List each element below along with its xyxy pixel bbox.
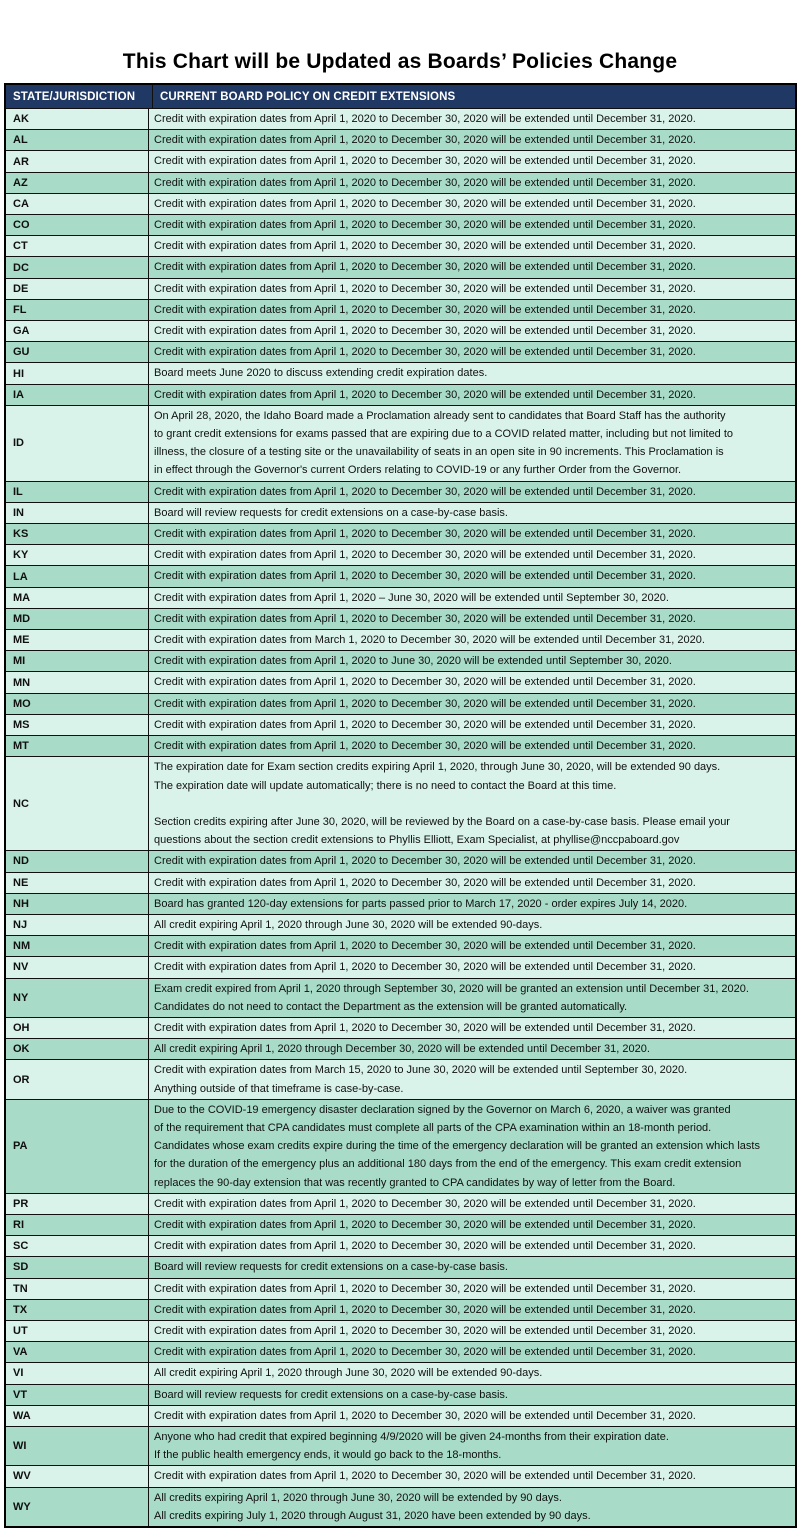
policy-line: Credit with expiration dates from April 1, 2020 to December 30, 2020 will be extended until December 31, 2020. bbox=[154, 176, 696, 189]
policy-line: to grant credit extensions for exams passed that are expiring due to a COVID related matter, including but not limited to bbox=[154, 428, 734, 441]
policy-line: Credit with expiration dates from April 1, 2020 to December 30, 2020 will be extended until December 31, 2020. bbox=[154, 282, 696, 295]
policy-line: Credit with expiration dates from April 1, 2020 to December 30, 2020 will be extended until December 31, 2020. bbox=[154, 197, 696, 210]
table-row bbox=[6, 693, 795, 714]
policy-cell bbox=[149, 1342, 795, 1362]
state-cell: IL bbox=[6, 482, 149, 502]
policy-line: Board will review requests for credit extensions on a case-by-case basis. bbox=[154, 1388, 508, 1401]
state-cell: UT bbox=[6, 1321, 149, 1341]
table-row bbox=[6, 299, 795, 320]
policy-line: Anything outside of that timeframe is case-by-case. bbox=[154, 1082, 404, 1095]
state-cell: VT bbox=[6, 1385, 149, 1405]
policy-cell bbox=[149, 588, 795, 608]
table-row bbox=[6, 1256, 795, 1277]
state-cell: WY bbox=[6, 1488, 149, 1526]
policy-line: Credit with expiration dates from April 1, 2020 to December 30, 2020 will be extended until December 31, 2020. bbox=[154, 1470, 696, 1483]
table-row bbox=[6, 129, 795, 150]
policy-cell bbox=[149, 651, 795, 671]
policy-line: Credit with expiration dates from April 1, 2020 to December 30, 2020 will be extended until December 31, 2020. bbox=[154, 388, 696, 401]
table-row bbox=[6, 1099, 795, 1193]
state-cell: NJ bbox=[6, 915, 149, 935]
page bbox=[0, 50, 800, 1528]
policy-line: Credit with expiration dates from April 1, 2020 to December 30, 2020 will be extended until December 31, 2020. bbox=[154, 1282, 696, 1295]
table-row bbox=[6, 756, 795, 850]
policy-line: Anyone who had credit that expired beginning 4/9/2020 will be given 24-months from their expiration date. bbox=[154, 1430, 669, 1443]
table-row bbox=[6, 1235, 795, 1256]
policy-cell bbox=[149, 1236, 795, 1256]
state-cell: MO bbox=[6, 694, 149, 714]
policy-line: All credit expiring April 1, 2020 through June 30, 2020 will be extended 90-days. bbox=[154, 918, 543, 931]
policy-cell bbox=[149, 545, 795, 565]
policy-cell bbox=[149, 406, 795, 481]
state-cell: RI bbox=[6, 1215, 149, 1235]
policy-line: Board has granted 120-day extensions for parts passed prior to March 17, 2020 - order expires July 14, 2020. bbox=[154, 897, 688, 910]
policy-cell bbox=[149, 1215, 795, 1235]
state-cell: GU bbox=[6, 342, 149, 362]
policy-cell bbox=[149, 279, 795, 299]
state-cell: NV bbox=[6, 957, 149, 977]
table-row bbox=[6, 1405, 795, 1426]
policy-line: Credit with expiration dates from April 1, 2020 to December 30, 2020 will be extended until December 31, 2020. bbox=[154, 718, 696, 731]
table-row bbox=[6, 341, 795, 362]
policy-line: Candidates do not need to contact the Department as the extension will be granted automatically. bbox=[154, 1000, 628, 1013]
table-row bbox=[6, 172, 795, 193]
table-row bbox=[6, 278, 795, 299]
state-cell: OK bbox=[6, 1039, 149, 1059]
policy-cell bbox=[149, 957, 795, 977]
policy-line: illness, the closure of a testing site or the unavailability of seats in an open site in 90 increments. This Proclamation is bbox=[154, 446, 724, 459]
policy-cell bbox=[149, 694, 795, 714]
table-header-row bbox=[6, 85, 795, 108]
state-cell: SD bbox=[6, 1257, 149, 1277]
table-row bbox=[6, 214, 795, 235]
state-cell: MA bbox=[6, 588, 149, 608]
policy-cell bbox=[149, 1018, 795, 1038]
policy-cell bbox=[149, 321, 795, 341]
table-row bbox=[6, 256, 795, 277]
policy-line: All credits expiring July 1, 2020 through August 31, 2020 have been extended by 90 days. bbox=[154, 1509, 591, 1522]
policy-line: Credit with expiration dates from April 1, 2020 to December 30, 2020 will be extended until December 31, 2020. bbox=[154, 1021, 696, 1034]
state-cell: IA bbox=[6, 385, 149, 405]
policy-line: Credit with expiration dates from March 1, 2020 to December 30, 2020 will be extended until December 31, 2020. bbox=[154, 634, 705, 647]
table-row bbox=[6, 956, 795, 977]
policy-cell bbox=[149, 1488, 795, 1526]
state-cell: HI bbox=[6, 363, 149, 383]
state-cell: MN bbox=[6, 672, 149, 692]
table-row bbox=[6, 587, 795, 608]
policy-line: On April 28, 2020, the Idaho Board made a Proclamation already sent to candidates that Board Staff has the authority bbox=[154, 409, 726, 422]
state-cell: CO bbox=[6, 215, 149, 235]
policy-cell bbox=[149, 736, 795, 756]
policy-line: Credit with expiration dates from April 1, 2020 to December 30, 2020 will be extended until December 31, 2020. bbox=[154, 740, 696, 753]
state-cell: DE bbox=[6, 279, 149, 299]
policy-line: Credit with expiration dates from April 1, 2020 to December 30, 2020 will be extended until December 31, 2020. bbox=[154, 1346, 696, 1359]
state-cell: NC bbox=[6, 757, 149, 850]
state-cell: OH bbox=[6, 1018, 149, 1038]
table-row bbox=[6, 1320, 795, 1341]
table-row bbox=[6, 735, 795, 756]
state-cell: NH bbox=[6, 894, 149, 914]
policy-cell bbox=[149, 873, 795, 893]
table-row bbox=[6, 1299, 795, 1320]
state-cell: MT bbox=[6, 736, 149, 756]
policy-line: questions about the section credit extensions to Phyllis Elliott, Exam Specialist, at phyllise@nccpaboard.gov bbox=[154, 834, 680, 847]
policy-cell bbox=[149, 130, 795, 150]
policy-line: Credit with expiration dates from April 1, 2020 to December 30, 2020 will be extended until December 31, 2020. bbox=[154, 570, 696, 583]
policy-cell bbox=[149, 300, 795, 320]
state-cell: OR bbox=[6, 1060, 149, 1098]
state-cell: MS bbox=[6, 715, 149, 735]
table-row bbox=[6, 150, 795, 171]
policy-line: Credit with expiration dates from April 1, 2020 to December 30, 2020 will be extended until December 31, 2020. bbox=[154, 676, 696, 689]
state-cell: IN bbox=[6, 503, 149, 523]
state-cell: MD bbox=[6, 609, 149, 629]
header-state-jurisdiction: STATE/JURISDICTION bbox=[6, 85, 153, 108]
policy-cell bbox=[149, 215, 795, 235]
policy-cell bbox=[149, 524, 795, 544]
state-cell: PR bbox=[6, 1194, 149, 1214]
state-cell: NY bbox=[6, 979, 149, 1017]
policy-cell bbox=[149, 1427, 795, 1465]
policy-cell bbox=[149, 672, 795, 692]
state-cell: TN bbox=[6, 1279, 149, 1299]
state-cell: NE bbox=[6, 873, 149, 893]
table-row bbox=[6, 1341, 795, 1362]
policy-line: Credit with expiration dates from April 1, 2020 to December 30, 2020 will be extended until December 31, 2020. bbox=[154, 549, 696, 562]
policy-cell bbox=[149, 915, 795, 935]
policy-line: Credit with expiration dates from April 1, 2020 – June 30, 2020 will be extended until September 30, 2020. bbox=[154, 591, 669, 604]
policy-cell bbox=[149, 151, 795, 171]
policy-cell bbox=[149, 566, 795, 586]
policy-line: All credit expiring April 1, 2020 through June 30, 2020 will be extended 90-days. bbox=[154, 1367, 543, 1380]
table-row bbox=[6, 978, 795, 1017]
policy-line: Credit with expiration dates from April 1, 2020 to December 30, 2020 will be extended until December 31, 2020. bbox=[154, 485, 696, 498]
policy-line: Credit with expiration dates from March 15, 2020 to June 30, 2020 will be extended until September 30, 2020. bbox=[154, 1064, 688, 1077]
policy-line: Credit with expiration dates from April 1, 2020 to December 30, 2020 will be extended until December 31, 2020. bbox=[154, 325, 696, 338]
policy-line: Credit with expiration dates from April 1, 2020 to June 30, 2020 will be extended until September 30, 2020. bbox=[154, 655, 672, 668]
table-row bbox=[6, 1384, 795, 1405]
state-cell: CA bbox=[6, 194, 149, 214]
state-cell: AZ bbox=[6, 173, 149, 193]
state-cell: ME bbox=[6, 630, 149, 650]
policy-line: All credits expiring April 1, 2020 through June 30, 2020 will be extended by 90 days. bbox=[154, 1491, 562, 1504]
table-row bbox=[6, 235, 795, 256]
policy-line: Due to the COVID-19 emergency disaster declaration signed by the Governor on March 6, 2020, a waiver was granted bbox=[154, 1103, 731, 1116]
policy-cell bbox=[149, 503, 795, 523]
policy-cell bbox=[149, 1257, 795, 1277]
state-cell: NM bbox=[6, 936, 149, 956]
policy-line: The expiration date will update automatically; there is no need to contact the Board at this time. bbox=[154, 779, 617, 792]
state-cell: ND bbox=[6, 851, 149, 871]
policy-cell bbox=[149, 715, 795, 735]
policy-line: Credit with expiration dates from April 1, 2020 to December 30, 2020 will be extended until December 31, 2020. bbox=[154, 1240, 696, 1253]
table-row bbox=[6, 193, 795, 214]
policy-cell bbox=[149, 1300, 795, 1320]
policy-cell bbox=[149, 894, 795, 914]
table-row bbox=[6, 1362, 795, 1383]
table-row bbox=[6, 320, 795, 341]
state-cell: VA bbox=[6, 1342, 149, 1362]
table-row bbox=[6, 1193, 795, 1214]
policy-cell bbox=[149, 173, 795, 193]
policy-cell bbox=[149, 482, 795, 502]
table-row bbox=[6, 502, 795, 523]
policy-cell bbox=[149, 757, 795, 850]
state-cell: SC bbox=[6, 1236, 149, 1256]
policy-line: Credit with expiration dates from April 1, 2020 to December 30, 2020 will be extended until December 31, 2020. bbox=[154, 1303, 696, 1316]
policy-cell bbox=[149, 363, 795, 383]
policy-line: Credit with expiration dates from April 1, 2020 to December 30, 2020 will be extended until December 31, 2020. bbox=[154, 346, 696, 359]
policy-line: Credit with expiration dates from April 1, 2020 to December 30, 2020 will be extended until December 31, 2020. bbox=[154, 113, 696, 125]
policy-line: Credit with expiration dates from April 1, 2020 to December 30, 2020 will be extended until December 31, 2020. bbox=[154, 940, 696, 953]
policy-line: Credit with expiration dates from April 1, 2020 to December 30, 2020 will be extended until December 31, 2020. bbox=[154, 261, 696, 274]
policy-cell bbox=[149, 1060, 795, 1098]
table-row bbox=[6, 384, 795, 405]
policy-line: Exam credit expired from April 1, 2020 through September 30, 2020 will be granted an extension until December 31, 2020. bbox=[154, 982, 749, 995]
table-row bbox=[6, 1059, 795, 1098]
policy-line: Credit with expiration dates from April 1, 2020 to December 30, 2020 will be extended until December 31, 2020. bbox=[154, 134, 696, 147]
state-cell: AL bbox=[6, 130, 149, 150]
table-row bbox=[6, 872, 795, 893]
state-cell: CT bbox=[6, 236, 149, 256]
policy-cell bbox=[149, 936, 795, 956]
policy-cell bbox=[149, 385, 795, 405]
policy-table-body bbox=[6, 108, 795, 1526]
policy-line: Credit with expiration dates from April 1, 2020 to December 30, 2020 will be extended until December 31, 2020. bbox=[154, 612, 696, 625]
policy-line: Credit with expiration dates from April 1, 2020 to December 30, 2020 will be extended until December 31, 2020. bbox=[154, 303, 696, 316]
policy-cell bbox=[149, 1100, 795, 1193]
policy-line: of the requirement that CPA candidates must complete all parts of the CPA examination within an 18-month period. bbox=[154, 1121, 712, 1134]
policy-cell bbox=[149, 1385, 795, 1405]
table-row bbox=[6, 1465, 795, 1486]
table-row bbox=[6, 362, 795, 383]
policy-table bbox=[4, 83, 797, 1528]
policy-line: Credit with expiration dates from April 1, 2020 to December 30, 2020 will be extended until December 31, 2020. bbox=[154, 1409, 696, 1422]
policy-cell bbox=[149, 194, 795, 214]
table-row bbox=[6, 1487, 795, 1526]
policy-line: All credit expiring April 1, 2020 through December 30, 2020 will be extended until December 31, 2020. bbox=[154, 1043, 650, 1056]
state-cell: DC bbox=[6, 257, 149, 277]
table-row bbox=[6, 671, 795, 692]
policy-line: in effect through the Governor's current Orders relating to COVID-19 or any further Order from the Governor. bbox=[154, 464, 682, 477]
policy-cell bbox=[149, 1363, 795, 1383]
policy-line: Credit with expiration dates from April 1, 2020 to December 30, 2020 will be extended until December 31, 2020. bbox=[154, 155, 696, 168]
policy-line: Candidates whose exam credits expire during the time of the emergency declaration will be granted an extension which lasts bbox=[154, 1140, 760, 1153]
table-row bbox=[6, 893, 795, 914]
policy-line: The expiration date for Exam section credits expiring April 1, 2020, through June 30, 2020, will be extended 90 days. bbox=[154, 761, 721, 774]
state-cell: KY bbox=[6, 545, 149, 565]
state-cell: TX bbox=[6, 1300, 149, 1320]
state-cell: AK bbox=[6, 109, 149, 129]
policy-line: Board will review requests for credit extensions on a case-by-case basis. bbox=[154, 1261, 508, 1274]
policy-line: Credit with expiration dates from April 1, 2020 to December 30, 2020 will be extended until December 31, 2020. bbox=[154, 219, 696, 232]
policy-line: Credit with expiration dates from April 1, 2020 to December 30, 2020 will be extended until December 31, 2020. bbox=[154, 1324, 696, 1337]
table-row bbox=[6, 1426, 795, 1465]
state-cell: MI bbox=[6, 651, 149, 671]
state-cell: AR bbox=[6, 151, 149, 171]
policy-line: Board will review requests for credit extensions on a case-by-case basis. bbox=[154, 506, 508, 519]
table-row bbox=[6, 1278, 795, 1299]
state-cell: ID bbox=[6, 406, 149, 481]
policy-cell bbox=[149, 109, 795, 129]
policy-cell bbox=[149, 1039, 795, 1059]
state-cell: PA bbox=[6, 1100, 149, 1193]
state-cell: WI bbox=[6, 1427, 149, 1465]
table-row bbox=[6, 714, 795, 735]
policy-line: Credit with expiration dates from April 1, 2020 to December 30, 2020 will be extended until December 31, 2020. bbox=[154, 876, 696, 889]
policy-line: Board meets June 2020 to discuss extending credit expiration dates. bbox=[154, 367, 488, 380]
policy-line: Credit with expiration dates from April 1, 2020 to December 30, 2020 will be extended until December 31, 2020. bbox=[154, 528, 696, 541]
policy-line: Credit with expiration dates from April 1, 2020 to December 30, 2020 will be extended until December 31, 2020. bbox=[154, 697, 696, 710]
policy-line: Credit with expiration dates from April 1, 2020 to December 30, 2020 will be extended until December 31, 2020. bbox=[154, 855, 696, 868]
header-current-board-policy: CURRENT BOARD POLICY ON CREDIT EXTENSIONS bbox=[160, 91, 456, 103]
policy-line bbox=[154, 795, 791, 813]
table-row bbox=[6, 914, 795, 935]
table-row bbox=[6, 405, 795, 481]
policy-cell bbox=[149, 1194, 795, 1214]
table-row bbox=[6, 523, 795, 544]
table-row bbox=[6, 565, 795, 586]
page-title: This Chart will be Updated as Boards’ Policies Change bbox=[122, 50, 678, 73]
state-cell: LA bbox=[6, 566, 149, 586]
policy-line: Credit with expiration dates from April 1, 2020 to December 30, 2020 will be extended until December 31, 2020. bbox=[154, 240, 696, 253]
table-row bbox=[6, 481, 795, 502]
policy-cell bbox=[149, 851, 795, 871]
policy-cell bbox=[149, 609, 795, 629]
table-row bbox=[6, 608, 795, 629]
policy-cell bbox=[149, 630, 795, 650]
state-cell: WA bbox=[6, 1406, 149, 1426]
state-cell: VI bbox=[6, 1363, 149, 1383]
policy-line: for the duration of the emergency plus an additional 180 days from the end of the emergency. This exam credit extension bbox=[154, 1158, 742, 1171]
policy-line: If the public health emergency ends, it would go back to the 18-months. bbox=[154, 1449, 502, 1462]
state-cell: KS bbox=[6, 524, 149, 544]
policy-cell bbox=[149, 1321, 795, 1341]
policy-cell bbox=[149, 236, 795, 256]
table-row bbox=[6, 108, 795, 129]
policy-line: replaces the 90-day extension that was recently granted to CPA candidates by way of letter from the Board. bbox=[154, 1176, 676, 1189]
table-row bbox=[6, 629, 795, 650]
policy-cell bbox=[149, 1466, 795, 1486]
policy-line: Credit with expiration dates from April 1, 2020 to December 30, 2020 will be extended until December 31, 2020. bbox=[154, 1197, 696, 1210]
policy-cell bbox=[149, 1406, 795, 1426]
policy-cell bbox=[149, 979, 795, 1017]
policy-cell bbox=[149, 257, 795, 277]
policy-line: Credit with expiration dates from April 1, 2020 to December 30, 2020 will be extended until December 31, 2020. bbox=[154, 1218, 696, 1231]
table-row bbox=[6, 1038, 795, 1059]
policy-line: Credit with expiration dates from April 1, 2020 to December 30, 2020 will be extended until December 31, 2020. bbox=[154, 961, 696, 974]
table-row bbox=[6, 1214, 795, 1235]
state-cell: FL bbox=[6, 300, 149, 320]
table-row bbox=[6, 850, 795, 871]
table-row bbox=[6, 1017, 795, 1038]
state-cell: WV bbox=[6, 1466, 149, 1486]
table-row bbox=[6, 650, 795, 671]
policy-cell bbox=[149, 1279, 795, 1299]
table-row bbox=[6, 544, 795, 565]
policy-line: Section credits expiring after June 30, 2020, will be reviewed by the Board on a case-by-case basis. Please email your bbox=[154, 815, 730, 828]
table-row bbox=[6, 935, 795, 956]
policy-cell bbox=[149, 342, 795, 362]
state-cell: GA bbox=[6, 321, 149, 341]
